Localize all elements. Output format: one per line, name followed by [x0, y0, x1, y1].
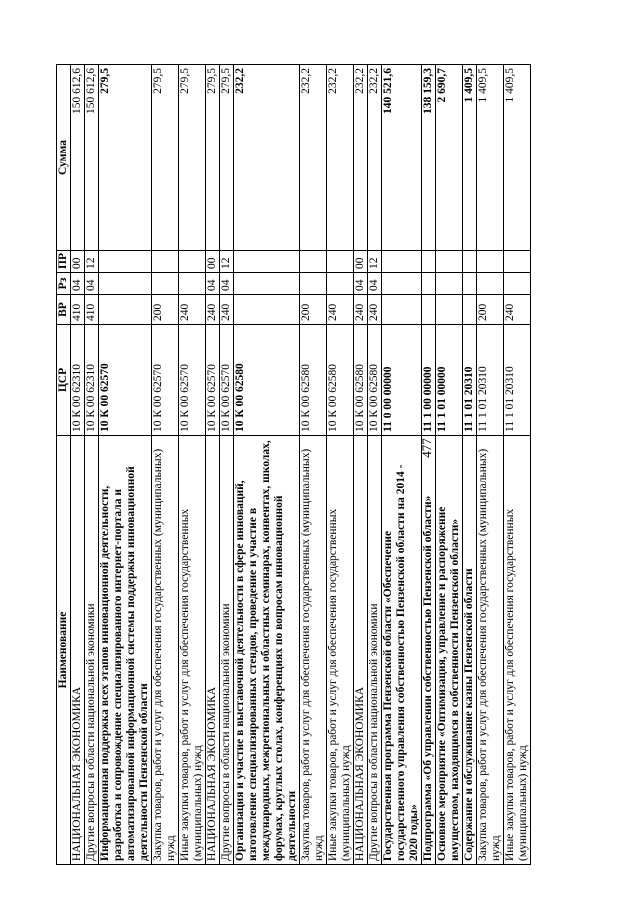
- cell-csr: 10 К 00 62570: [206, 325, 220, 436]
- cell-pr: 12: [85, 251, 99, 273]
- cell-rz: 04: [354, 273, 368, 295]
- table-row: [422, 65, 436, 865]
- cell-pr: [152, 251, 179, 273]
- cell-sum: 150 612,6: [71, 65, 85, 251]
- cell-csr: 10 К 00 62570: [99, 325, 152, 436]
- cell-rz: [436, 273, 463, 295]
- table-row: [220, 65, 234, 865]
- cell-pr: [463, 251, 477, 273]
- cell-rz: 04: [368, 273, 382, 295]
- table-row: [300, 65, 327, 865]
- cell-rz: [422, 273, 436, 295]
- table-body: [71, 65, 531, 865]
- cell-pr: [436, 251, 463, 273]
- cell-pr: 00: [71, 251, 85, 273]
- budget-table: [56, 64, 531, 865]
- header-pr: ПР: [57, 251, 71, 273]
- cell-vr: [463, 295, 477, 325]
- cell-vr: 240: [504, 295, 531, 325]
- header-sum: Сумма: [57, 65, 71, 251]
- cell-vr: 240: [179, 295, 206, 325]
- table-row: [179, 65, 206, 865]
- cell-rz: 04: [85, 273, 99, 295]
- table-header-row: [57, 65, 71, 865]
- header-vr: ВР: [57, 295, 71, 325]
- cell-vr: 200: [152, 295, 179, 325]
- cell-pr: 12: [368, 251, 382, 273]
- cell-name: Подпрограмма «Об управлении собственностью Пензенской области»: [422, 436, 436, 865]
- cell-sum: 279,5: [206, 65, 220, 251]
- cell-rz: [179, 273, 206, 295]
- cell-vr: [382, 295, 422, 325]
- cell-csr: 10 К 00 62310: [85, 325, 99, 436]
- cell-sum: 232,2: [300, 65, 327, 251]
- cell-name: Организация и участие в выставочной деятельности в сфере инноваций, изготовление специализированных стендов, проведение и участие в международных, межрегиональных и областных семинарах, конвентах, школах, форумах, круглых столах, конференциях по вопросам инновационной деятельности: [234, 436, 300, 865]
- cell-rz: [504, 273, 531, 295]
- table-row: [206, 65, 220, 865]
- cell-sum: 1 409,5: [477, 65, 504, 251]
- table-row: [382, 65, 422, 865]
- cell-sum: 279,5: [152, 65, 179, 251]
- cell-rz: [99, 273, 152, 295]
- cell-name: Другие вопросы в области национальной экономики: [220, 436, 234, 865]
- cell-csr: 11 1 01 20310: [463, 325, 477, 436]
- table-row: [477, 65, 504, 865]
- cell-csr: 11 1 01 00000: [436, 325, 463, 436]
- cell-pr: 00: [206, 251, 220, 273]
- table-row: [99, 65, 152, 865]
- cell-rz: [327, 273, 354, 295]
- cell-sum: 140 521,6: [382, 65, 422, 251]
- cell-csr: 10 К 00 62570: [220, 325, 234, 436]
- cell-name: Содержание и обслуживание казны Пензенской области: [463, 436, 477, 865]
- cell-sum: 232,2: [327, 65, 354, 251]
- cell-sum: 138 159,3: [422, 65, 436, 251]
- cell-sum: 1 409,5: [463, 65, 477, 251]
- cell-vr: 200: [477, 295, 504, 325]
- cell-name: Государственная программа Пензенской области «Обеспечение государственного управления собственностью Пензенской области на 2014 - 2020 годы»: [382, 436, 422, 865]
- table-row: [234, 65, 300, 865]
- cell-sum: 279,5: [179, 65, 206, 251]
- cell-pr: [382, 251, 422, 273]
- table-row: [354, 65, 368, 865]
- page-number: 477: [418, 438, 434, 458]
- cell-sum: 232,2: [234, 65, 300, 251]
- cell-csr: 10 К 00 62580: [354, 325, 368, 436]
- cell-name: Закупка товаров, работ и услуг для обеспечения государственных (муниципальных) нужд: [300, 436, 327, 865]
- cell-name: Другие вопросы в области национальной экономики: [85, 436, 99, 865]
- cell-sum: 279,5: [220, 65, 234, 251]
- cell-vr: 410: [71, 295, 85, 325]
- cell-vr: 240: [327, 295, 354, 325]
- cell-csr: 10 К 00 62310: [71, 325, 85, 436]
- cell-pr: [99, 251, 152, 273]
- cell-rz: 04: [71, 273, 85, 295]
- cell-name: Иные закупки товаров, работ и услуг для обеспечения государственных (муниципальных) нужд: [179, 436, 206, 865]
- cell-sum: 2 690,7: [436, 65, 463, 251]
- cell-name: НАЦИОНАЛЬНАЯ ЭКОНОМИКА: [354, 436, 368, 865]
- table-row: [504, 65, 531, 865]
- cell-name: Информационная поддержка всех этапов инновационной деятельности, разработка и сопровождение специализированного интернет-портала и автоматизированной информационной системы поддержки инновационной деятельности Пензенской области: [99, 436, 152, 865]
- cell-vr: [436, 295, 463, 325]
- cell-csr: 10 К 00 62580: [234, 325, 300, 436]
- cell-name: Закупка товаров, работ и услуг для обеспечения государственных (муниципальных) нужд: [477, 436, 504, 865]
- cell-pr: [504, 251, 531, 273]
- cell-vr: 240: [220, 295, 234, 325]
- table-row: [368, 65, 382, 865]
- table-row: [436, 65, 463, 865]
- cell-pr: [234, 251, 300, 273]
- table-row: [463, 65, 477, 865]
- cell-csr: 11 1 01 20310: [477, 325, 504, 436]
- cell-pr: 00: [354, 251, 368, 273]
- cell-vr: [234, 295, 300, 325]
- cell-pr: 12: [220, 251, 234, 273]
- cell-csr: 11 1 01 20310: [504, 325, 531, 436]
- cell-vr: 240: [206, 295, 220, 325]
- table-row: [71, 65, 85, 865]
- cell-vr: [422, 295, 436, 325]
- header-rz: Рз: [57, 273, 71, 295]
- cell-sum: 232,2: [354, 65, 368, 251]
- table-row: [85, 65, 99, 865]
- cell-rz: 04: [206, 273, 220, 295]
- cell-rz: [477, 273, 504, 295]
- cell-csr: 11 0 00 00000: [382, 325, 422, 436]
- cell-name: Основное мероприятие «Оптимизация, управление и распоряжение имуществом, находящимся в собственности Пензенской области»: [436, 436, 463, 865]
- cell-csr: 10 К 00 62580: [300, 325, 327, 436]
- cell-vr: 240: [368, 295, 382, 325]
- cell-csr: 10 К 00 62580: [327, 325, 354, 436]
- table-row: [327, 65, 354, 865]
- cell-pr: [179, 251, 206, 273]
- table-row: [152, 65, 179, 865]
- cell-rz: [382, 273, 422, 295]
- cell-sum: 1 409,5: [504, 65, 531, 251]
- cell-vr: 410: [85, 295, 99, 325]
- cell-name: НАЦИОНАЛЬНАЯ ЭКОНОМИКА: [206, 436, 220, 865]
- cell-sum: 150 612,6: [85, 65, 99, 251]
- cell-rz: [152, 273, 179, 295]
- cell-rz: [463, 273, 477, 295]
- cell-vr: 200: [300, 295, 327, 325]
- cell-csr: 10 К 00 62570: [179, 325, 206, 436]
- cell-csr: 11 1 00 00000: [422, 325, 436, 436]
- cell-name: Иные закупки товаров, работ и услуг для обеспечения государственных (муниципальных) нужд: [327, 436, 354, 865]
- cell-sum: 279,5: [99, 65, 152, 251]
- cell-vr: 240: [354, 295, 368, 325]
- cell-pr: [300, 251, 327, 273]
- cell-name: НАЦИОНАЛЬНАЯ ЭКОНОМИКА: [71, 436, 85, 865]
- cell-name: Другие вопросы в области национальной экономики: [368, 436, 382, 865]
- cell-name: Закупка товаров, работ и услуг для обеспечения государственных (муниципальных) нужд: [152, 436, 179, 865]
- cell-rz: 04: [220, 273, 234, 295]
- cell-pr: [327, 251, 354, 273]
- cell-rz: [300, 273, 327, 295]
- header-csr: ЦСР: [57, 325, 71, 436]
- cell-csr: 10 К 00 62570: [152, 325, 179, 436]
- cell-sum: 232,2: [368, 65, 382, 251]
- cell-pr: [422, 251, 436, 273]
- cell-vr: [99, 295, 152, 325]
- cell-pr: [477, 251, 504, 273]
- cell-csr: 10 К 00 62580: [368, 325, 382, 436]
- cell-name: Иные закупки товаров, работ и услуг для обеспечения государственных (муниципальных) нужд: [504, 436, 531, 865]
- header-name: Наименование: [57, 436, 71, 865]
- cell-rz: [234, 273, 300, 295]
